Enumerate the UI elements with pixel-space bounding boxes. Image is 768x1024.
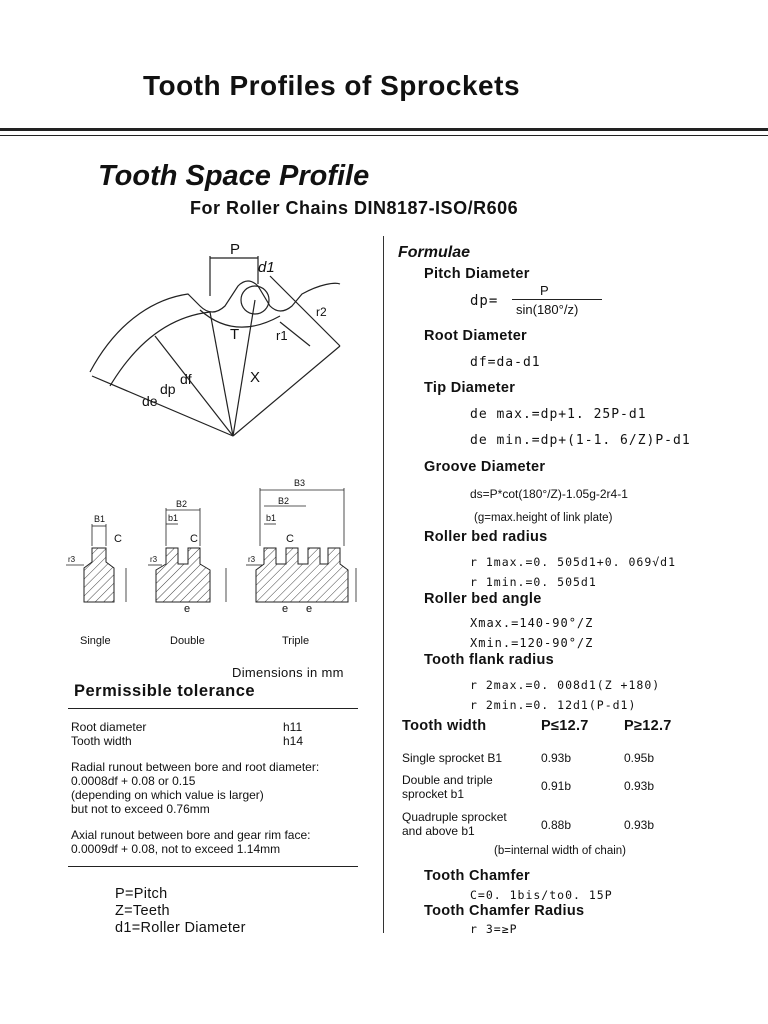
axial-runout-line: Axial runout between bore and gear rim face: xyxy=(71,828,311,842)
label-b-double: b1 xyxy=(168,513,179,523)
radial-runout-line: Radial runout between bore and root diameter: xyxy=(71,760,320,774)
label-r1: r1 xyxy=(276,328,288,343)
label-e-triple-1: e xyxy=(282,603,289,615)
tooth-width-row-label: and above b1 xyxy=(402,824,475,838)
tooth-chamfer-heading: Tooth Chamfer xyxy=(424,868,530,884)
tooth-width-row xyxy=(402,810,507,838)
label-e-double: e xyxy=(184,603,191,615)
root-diameter-formula: df=da-d1 xyxy=(470,355,541,370)
tooth-width-row-label: Double and triple xyxy=(402,773,493,787)
legend-roller-diameter: d1=Roller Diameter xyxy=(115,920,246,936)
tolerance-rule-bottom xyxy=(68,866,358,867)
label-double: Double xyxy=(170,635,205,647)
tolerance-label: Root diameter xyxy=(71,720,147,734)
tooth-width-row-label: Quadruple sprocket xyxy=(402,810,507,824)
groove-diameter-heading: Groove Diameter xyxy=(424,459,546,475)
roller-bed-radius-min: r 1min.=0. 505d1 xyxy=(470,575,597,589)
tooth-width-value: 0.88b xyxy=(541,818,572,832)
label-triple: Triple xyxy=(282,635,310,647)
tooth-profile-diagram xyxy=(80,236,360,446)
tooth-width-value: 0.95b xyxy=(624,751,655,765)
label-r3-double: r3 xyxy=(150,555,158,564)
pitch-diameter-denominator: sin(180°/z) xyxy=(516,302,579,317)
tolerance-table xyxy=(71,720,361,856)
roller-bed-angle-min: Xmin.=120-90°/Z xyxy=(470,636,594,650)
tooth-width-value: 0.93b xyxy=(541,751,572,765)
title-rule-thin xyxy=(0,135,768,136)
label-r3-single: r3 xyxy=(68,555,76,564)
tooth-width-row xyxy=(402,751,502,765)
label-r2: r2 xyxy=(316,305,327,319)
label-b2-triple: B2 xyxy=(278,496,290,506)
dimensions-note: Dimensions in mm xyxy=(232,665,344,680)
label-p: P xyxy=(230,241,241,258)
label-single: Single xyxy=(80,635,111,647)
page-title: Tooth Profiles of Sprockets xyxy=(143,70,521,101)
section-title: Tooth Space Profile xyxy=(98,160,370,192)
tooth-width-value: 0.93b xyxy=(624,818,655,832)
tooth-chamfer-radius-formula: r 3=≥P xyxy=(470,922,518,936)
tooth-width-value: 0.93b xyxy=(624,779,655,793)
groove-diameter-note: (g=max.height of link plate) xyxy=(474,512,613,524)
label-r3-triple: r3 xyxy=(248,555,256,564)
tooth-chamfer-formula: C=0. 1bis/to0. 15P xyxy=(470,888,613,902)
tooth-width-value: 0.91b xyxy=(541,779,572,793)
tooth-width-row-label: sprocket b1 xyxy=(402,787,465,801)
column-divider xyxy=(383,236,384,933)
radial-runout-line: (depending on which value is larger) xyxy=(71,788,264,802)
title-rule-thick xyxy=(0,128,768,131)
label-de: de xyxy=(142,393,158,409)
tooth-width-note: (b=internal width of chain) xyxy=(494,845,627,857)
label-c-double: C xyxy=(190,533,198,545)
label-x: X xyxy=(250,369,261,386)
tooth-chamfer-radius-heading: Tooth Chamfer Radius xyxy=(424,903,585,919)
label-df: df xyxy=(180,371,192,387)
tolerance-row xyxy=(71,734,361,748)
label-b1-single: B1 xyxy=(94,514,106,524)
label-dp: dp xyxy=(160,381,176,397)
roller-bed-radius-max: r 1max.=0. 505d1+0. 069√d1 xyxy=(470,555,677,569)
tolerance-rule-top xyxy=(68,708,358,709)
radial-runout-line: but not to exceed 0.76mm xyxy=(71,802,210,816)
label-b-triple: b1 xyxy=(266,513,277,523)
pitch-diameter-lhs: dp= xyxy=(470,293,499,309)
roller-bed-radius-heading: Roller bed radius xyxy=(424,529,548,545)
tip-diameter-min: de min.=dp+(1-1. 6/Z)P-d1 xyxy=(470,433,691,448)
tooth-width-row-label: Single sprocket B1 xyxy=(402,751,503,765)
roller-bed-angle-max: Xmax.=140-90°/Z xyxy=(470,616,594,630)
tooth-width-col1: P≤12.7 xyxy=(541,718,589,734)
tooth-flank-radius-min: r 2min.=0. 12d1(P-d1) xyxy=(470,698,637,712)
tolerance-row xyxy=(71,720,361,734)
formulae-title: Formulae xyxy=(398,244,471,261)
tolerance-label: Tooth width xyxy=(71,734,132,748)
tip-diameter-heading: Tip Diameter xyxy=(424,380,516,396)
radial-runout-line: 0.0008df + 0.08 or 0.15 xyxy=(71,774,196,788)
roller-bed-angle-heading: Roller bed angle xyxy=(424,591,542,607)
tip-diameter-max: de max.=dp+1. 25P-d1 xyxy=(470,407,647,422)
tooth-width-heading: Tooth width xyxy=(402,718,487,734)
root-diameter-heading: Root Diameter xyxy=(424,328,527,344)
sprocket-sections-diagram xyxy=(66,478,376,650)
label-d1: d1 xyxy=(258,259,275,276)
tooth-flank-radius-max: r 2max.=0. 008d1(Z +180) xyxy=(470,678,661,692)
legend-teeth: Z=Teeth xyxy=(115,903,170,919)
label-t: T xyxy=(230,326,240,343)
section-subtitle: For Roller Chains DIN8187-ISO/R606 xyxy=(190,198,519,218)
legend xyxy=(115,886,246,937)
label-b2-double: B2 xyxy=(176,499,188,509)
tolerance-value: h11 xyxy=(283,720,303,734)
label-b3-triple: B3 xyxy=(294,478,306,488)
fraction-bar xyxy=(512,299,602,300)
legend-pitch: P=Pitch xyxy=(115,886,168,902)
groove-diameter-formula: ds=P*cot(180°/Z)-1.05g-2r4-1 xyxy=(470,487,628,501)
tolerance-title: Permissible tolerance xyxy=(74,682,256,700)
label-c-single: C xyxy=(114,533,122,545)
tooth-flank-radius-heading: Tooth flank radius xyxy=(424,652,554,668)
tooth-width-col2: P≥12.7 xyxy=(624,718,672,734)
tooth-width-row xyxy=(402,773,493,801)
pitch-diameter-numerator: P xyxy=(540,283,549,298)
pitch-diameter-heading: Pitch Diameter xyxy=(424,266,530,282)
axial-runout-line: 0.0009df + 0.08, not to exceed 1.14mm xyxy=(71,842,281,856)
label-e-triple-2: e xyxy=(306,603,313,615)
tolerance-value: h14 xyxy=(283,734,304,748)
label-c-triple: C xyxy=(286,533,294,545)
